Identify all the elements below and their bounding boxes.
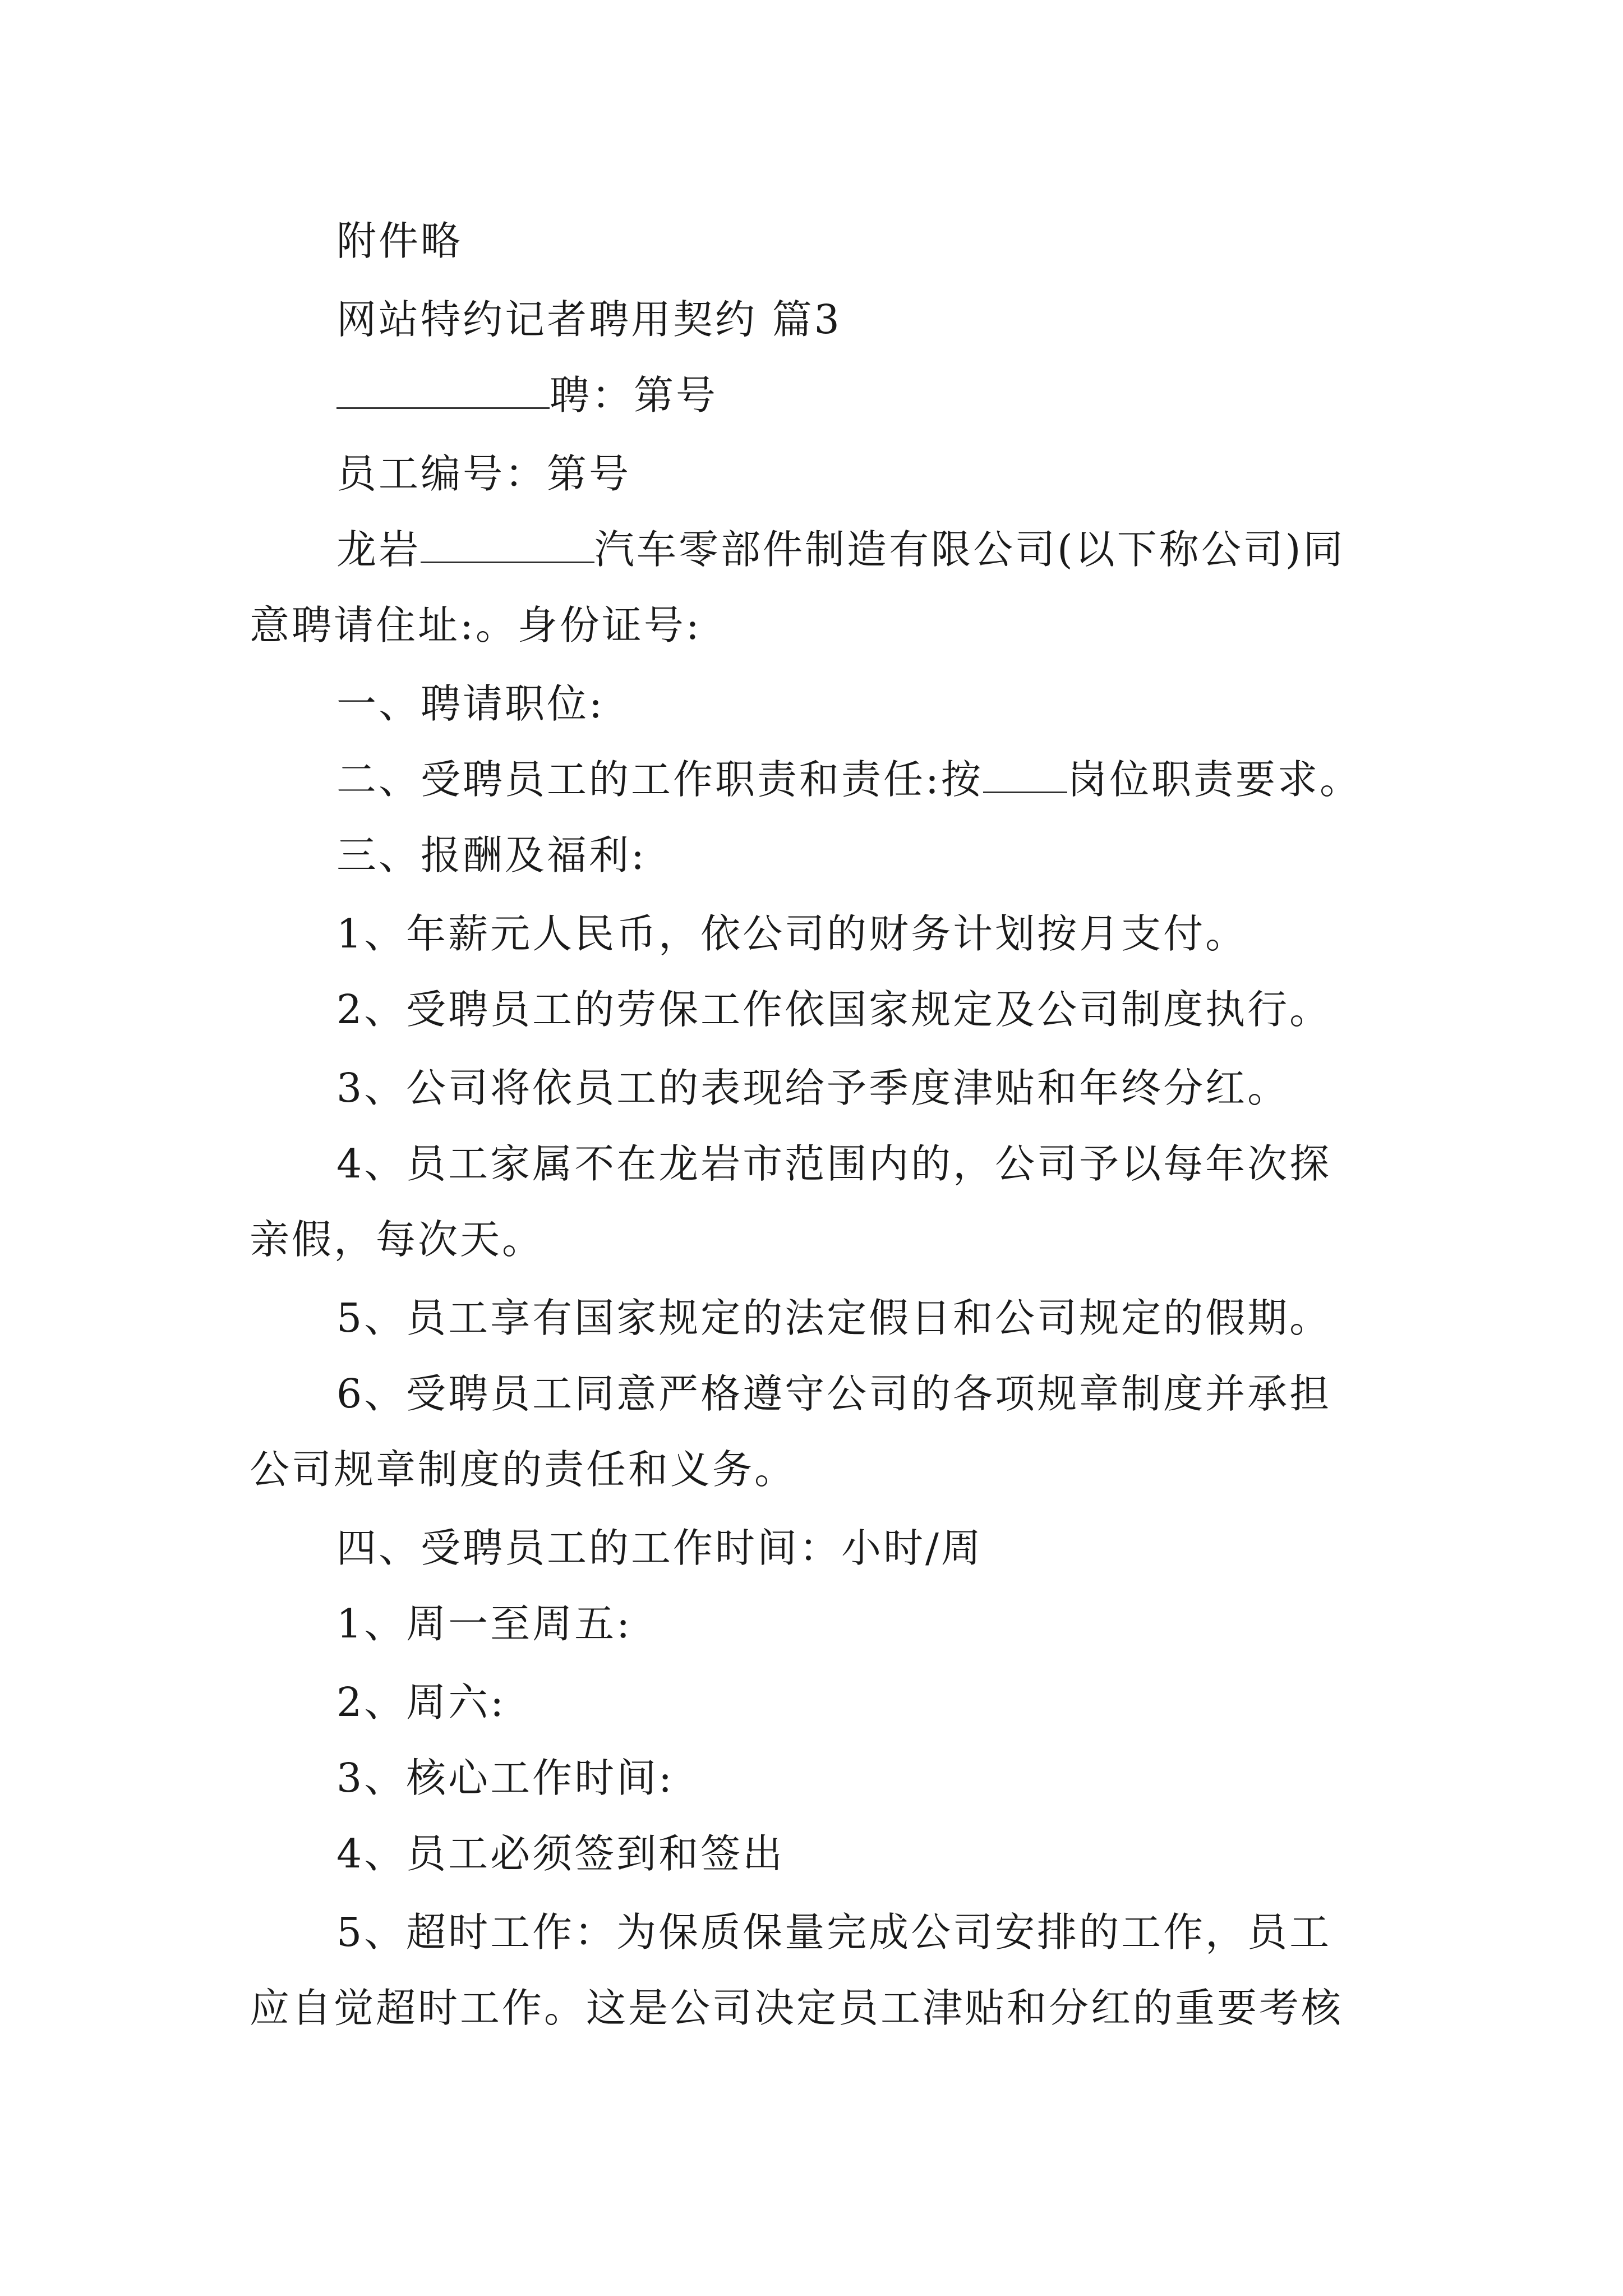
clause-position: 一、聘请职位: bbox=[336, 680, 605, 727]
paragraph-line: 应自觉超时工作。这是公司决定员工津贴和分红的重要考核 bbox=[250, 1985, 1344, 2031]
company-city: 龙岩 bbox=[336, 526, 421, 573]
clause-compensation: 三、报酬及福利: bbox=[336, 832, 647, 878]
list-item: 4、员工必须签到和签出 bbox=[336, 1830, 785, 1877]
company-line bbox=[336, 522, 1345, 578]
list-item: 2、周六: bbox=[336, 1679, 506, 1726]
clause-duties-text: 二、受聘员工的工作职责和责任:按 bbox=[336, 756, 983, 803]
blank-underline bbox=[421, 528, 594, 563]
employment-number-label: 聘：第号 bbox=[550, 372, 718, 418]
clause-duties bbox=[336, 752, 1362, 808]
list-item: 1、周一至周五: bbox=[336, 1600, 633, 1647]
employee-number-line: 员工编号：第号 bbox=[336, 450, 631, 497]
clause-duties-rest: 岗位职责要求。 bbox=[1067, 756, 1362, 803]
blank-underline bbox=[983, 758, 1067, 793]
list-item: 6、受聘员工同意严格遵守公司的各项规章制度并承担 bbox=[336, 1370, 1332, 1417]
paragraph-line: 意聘请住址:。身份证号: bbox=[250, 602, 702, 648]
list-item: 5、员工享有国家规定的法定假日和公司规定的假期。 bbox=[336, 1295, 1332, 1341]
paragraph-line: 亲假，每次天。 bbox=[250, 1216, 545, 1263]
company-name-rest: 汽车零部件制造有限公司(以下称公司)同 bbox=[594, 526, 1345, 573]
list-item: 3、核心工作时间: bbox=[336, 1755, 675, 1801]
employment-number-line bbox=[336, 367, 718, 424]
list-item: 4、员工家属不在龙岩市范围内的，公司予以每年次探 bbox=[336, 1140, 1332, 1187]
paragraph-line: 公司规章制度的责任和义务。 bbox=[250, 1446, 797, 1493]
list-item: 5、超时工作：为保质保量完成公司安排的工作，员工 bbox=[336, 1909, 1332, 1955]
clause-working-hours: 四、受聘员工的工作时间：小时/周 bbox=[336, 1525, 983, 1571]
blank-underline bbox=[336, 374, 550, 409]
list-item: 2、受聘员工的劳保工作依国家规定及公司制度执行。 bbox=[336, 986, 1332, 1033]
list-item: 1、年薪元人民币，依公司的财务计划按月支付。 bbox=[336, 910, 1248, 957]
section-title: 网站特约记者聘用契约 篇3 bbox=[336, 296, 842, 343]
annex-note: 附件略 bbox=[336, 218, 463, 264]
list-item: 3、公司将依员工的表现给予季度津贴和年终分红。 bbox=[336, 1065, 1290, 1111]
